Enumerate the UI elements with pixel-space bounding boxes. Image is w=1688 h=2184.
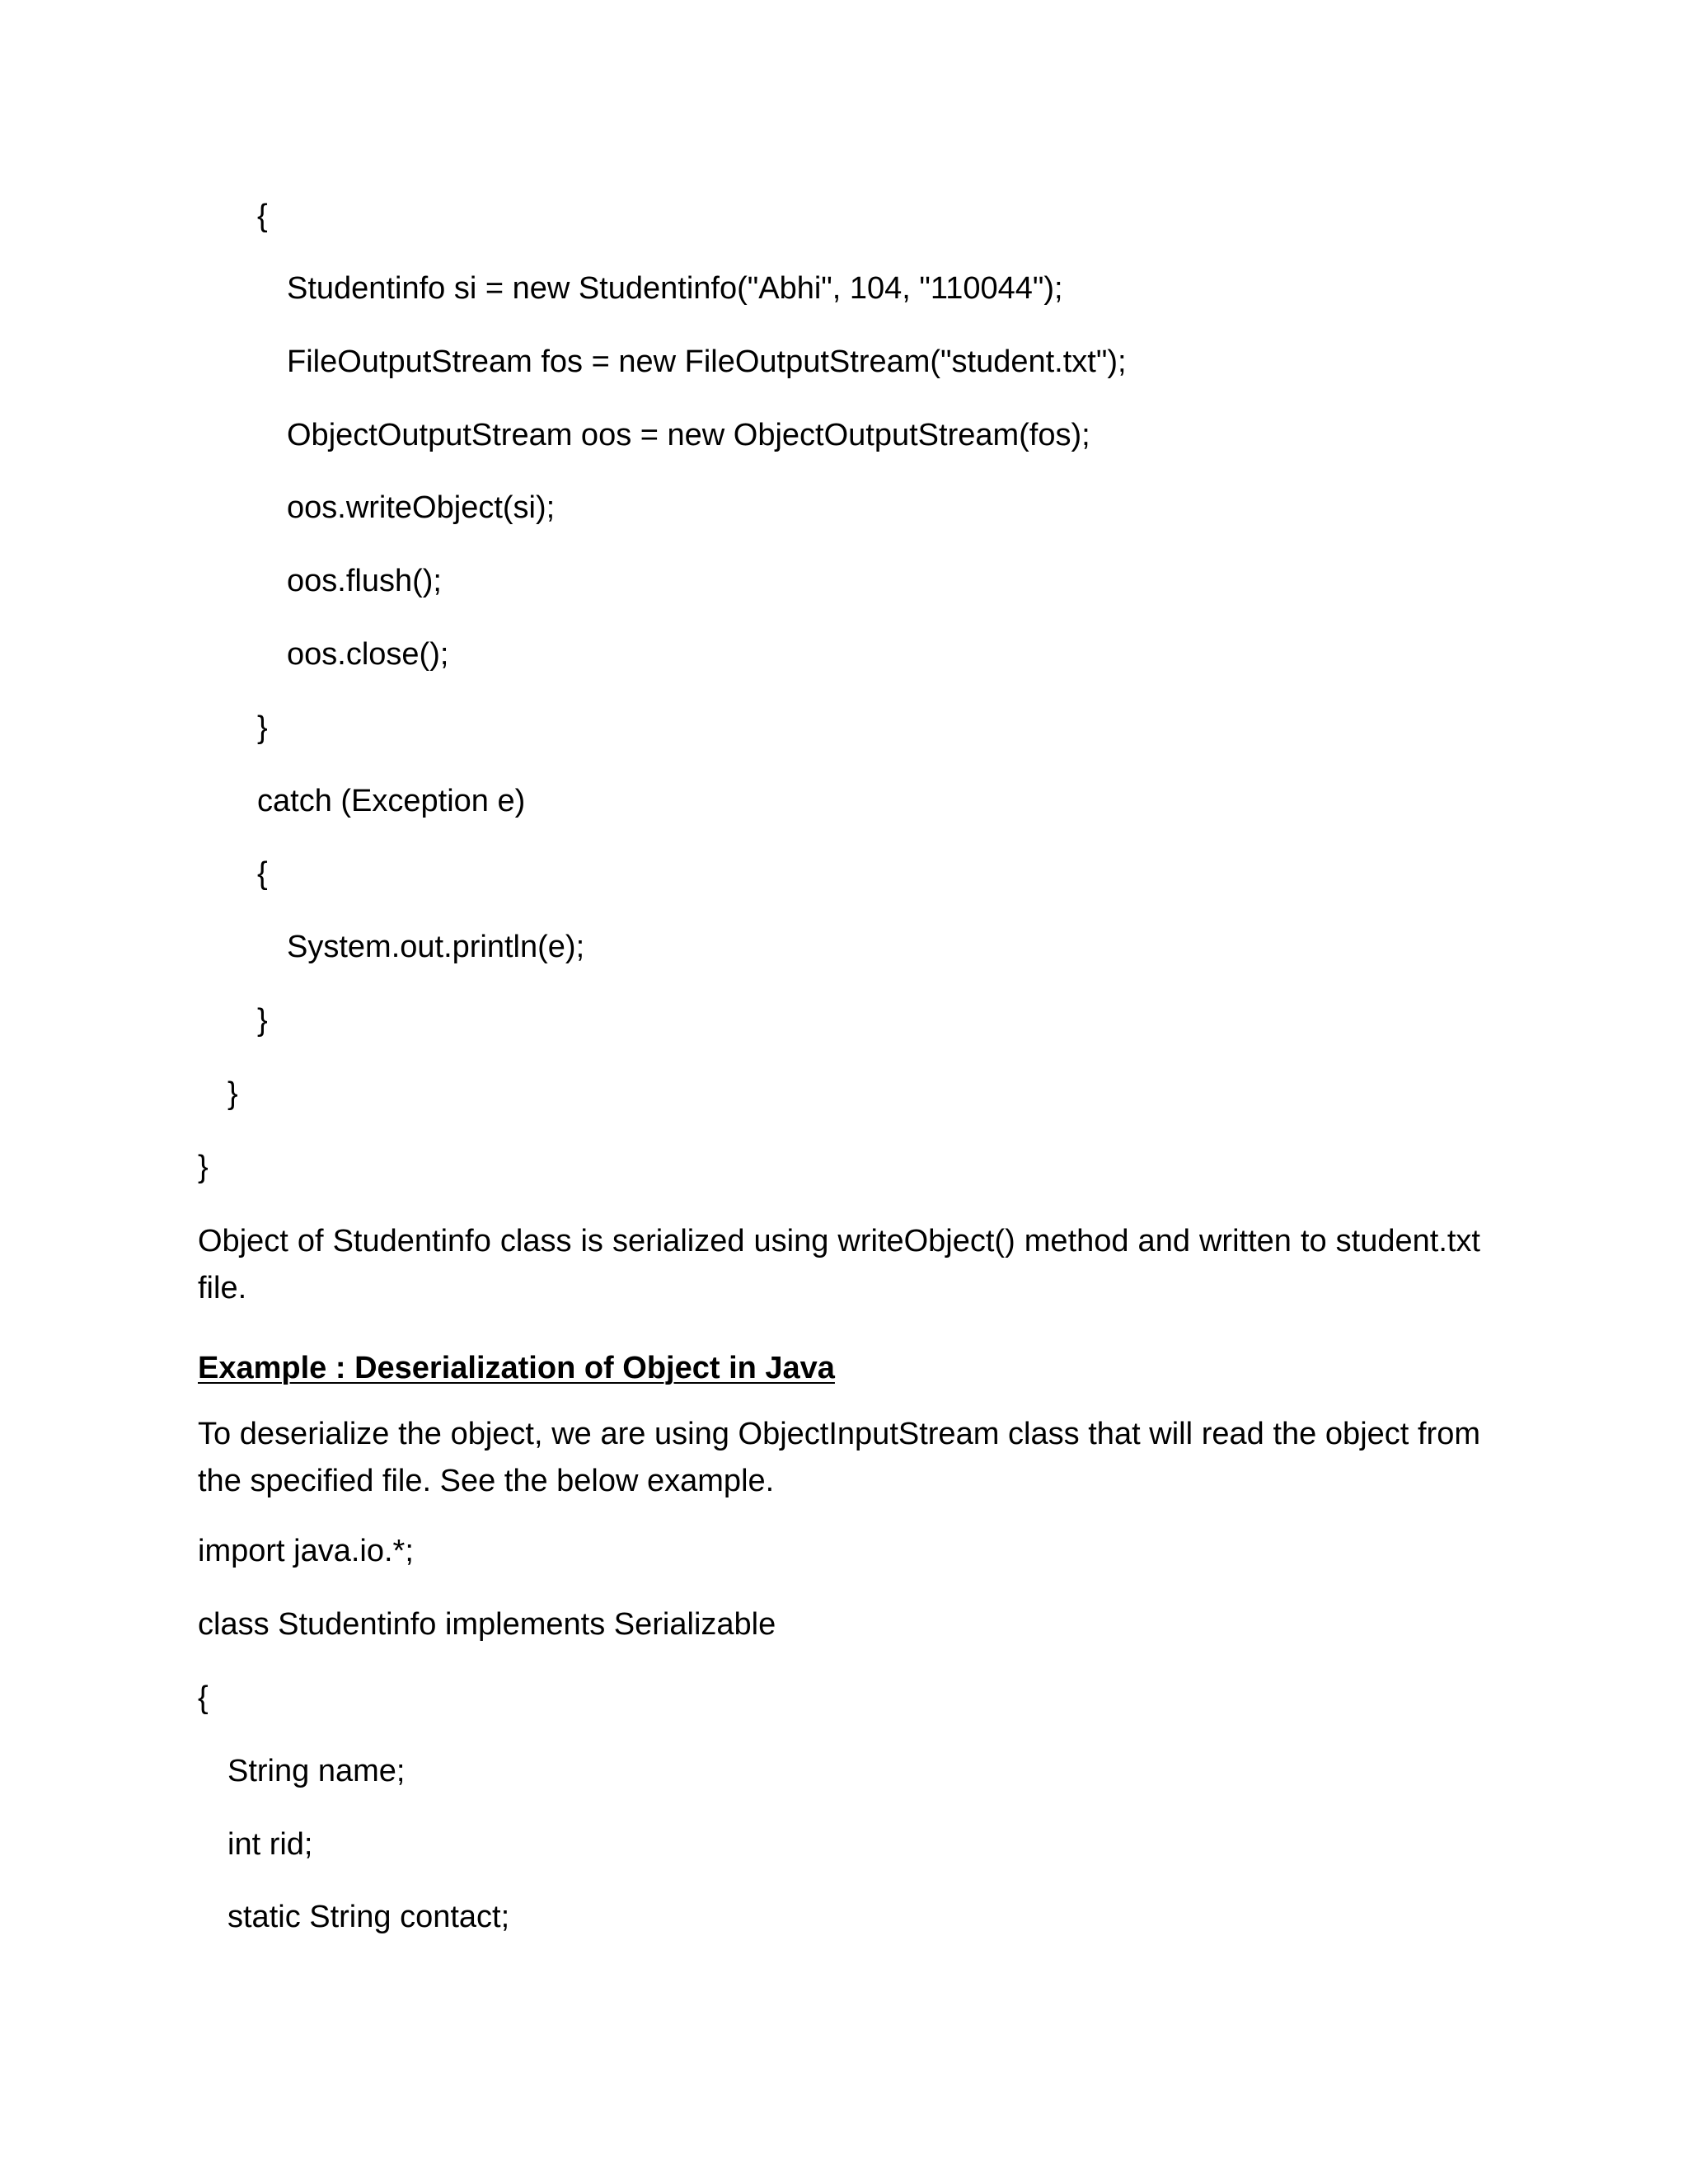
code-line: import java.io.*;: [198, 1534, 414, 1568]
code-line: {: [257, 199, 268, 233]
code-line: class Studentinfo implements Serializable: [198, 1607, 776, 1642]
code-line: }: [257, 710, 268, 745]
code-line: oos.writeObject(si);: [287, 490, 556, 525]
code-line: }: [227, 1076, 238, 1111]
code-line: FileOutputStream fos = new FileOutputStream("student.txt");: [287, 344, 1127, 379]
code-line: String name;: [227, 1754, 406, 1788]
section-heading: Example : Deserialization of Object in Java: [198, 1351, 835, 1385]
code-line: ObjectOutputStream oos = new ObjectOutputStream(fos);: [287, 418, 1090, 452]
code-line: System.out.println(e);: [287, 930, 585, 964]
code-line: oos.flush();: [287, 564, 442, 598]
code-line: Studentinfo si = new Studentinfo("Abhi", 104, "110044");: [287, 271, 1063, 306]
code-line: }: [198, 1150, 209, 1184]
code-line: int rid;: [227, 1827, 313, 1862]
code-line: catch (Exception e): [257, 784, 526, 818]
code-line: {: [257, 856, 268, 891]
code-line: oos.close();: [287, 637, 449, 672]
code-line: {: [198, 1680, 209, 1715]
code-line: static String contact;: [227, 1900, 510, 1934]
body-paragraph: Object of Studentinfo class is serialized using writeObject() method and written to student.txt file.: [198, 1224, 1480, 1305]
body-paragraph: To deserialize the object, we are using ObjectInputStream class that will read the object from the specified file. See the below example.: [198, 1417, 1480, 1498]
code-line: }: [257, 1003, 268, 1038]
